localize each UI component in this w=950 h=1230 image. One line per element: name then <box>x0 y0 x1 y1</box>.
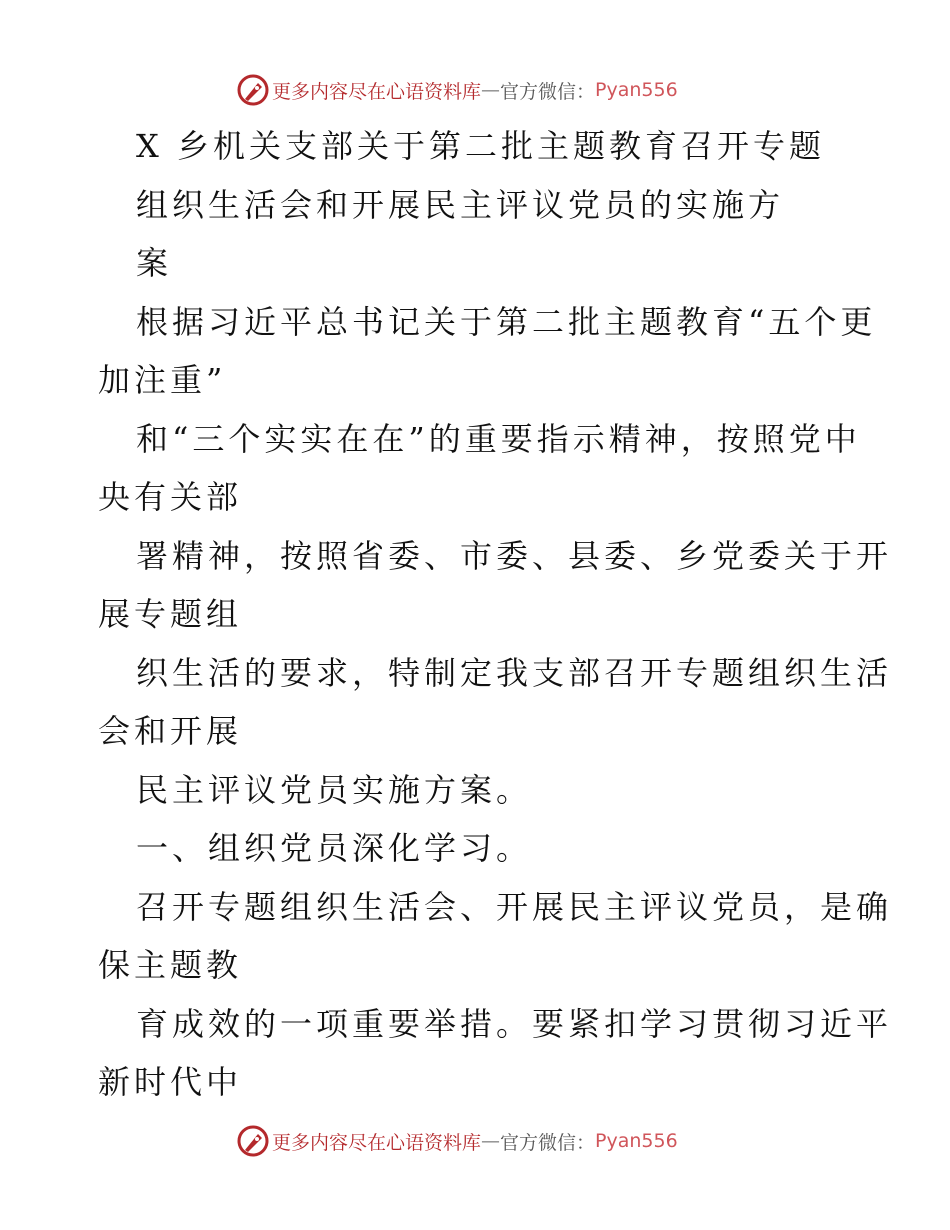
banner-separator: — <box>481 1130 501 1152</box>
text-line: 新时代中 <box>98 1063 243 1101</box>
text-line: 根据习近平总书记关于第二批主题教育“五个更 <box>136 303 877 341</box>
text-line: 加注重” <box>98 361 227 399</box>
text-line: 民主评议党员实施方案。 <box>136 771 533 809</box>
text-line: 育成效的一项重要举措。要紧扣学习贯彻习近平 <box>136 1005 893 1043</box>
banner-wechat-id: Pyan556 <box>595 1130 678 1152</box>
text-line: 展专题组 <box>98 595 243 633</box>
banner-separator: — <box>481 79 501 101</box>
section-heading: 一、组织党员深化学习。 <box>136 829 533 867</box>
text-line: 署精神，按照省委、市委、县委、乡党委关于开 <box>136 537 893 575</box>
pen-nib-circle-logo-icon <box>236 73 270 107</box>
pen-nib-circle-logo-icon <box>236 1124 270 1158</box>
banner-wechat-id: Pyan556 <box>595 79 678 101</box>
banner-slogan: 更多内容尽在心语资料库 <box>272 1131 482 1154</box>
footer-banner <box>236 1124 678 1158</box>
banner-slogan: 更多内容尽在心语资料库 <box>272 80 482 103</box>
text-line: 会和开展 <box>98 712 243 750</box>
header-banner <box>236 73 678 107</box>
text-line: 和“三个实实在在”的重要指示精神，按照党中 <box>136 420 861 458</box>
banner-wechat-label: 官方微信： <box>500 80 596 103</box>
title-line: 组织生活会和开展民主评议党员的实施方 <box>136 186 785 224</box>
text-line: 央有关部 <box>98 478 243 516</box>
title-line: 案 <box>136 244 173 282</box>
text-line: 织生活的要求，特制定我支部召开专题组织生活 <box>136 654 893 692</box>
title-line: X 乡机关支部关于第二批主题教育召开专题 <box>136 127 825 165</box>
text-line: 召开专题组织生活会、开展民主评议党员，是确 <box>136 888 893 926</box>
banner-wechat-label: 官方微信： <box>500 1131 596 1154</box>
text-line: 保主题教 <box>98 946 243 984</box>
